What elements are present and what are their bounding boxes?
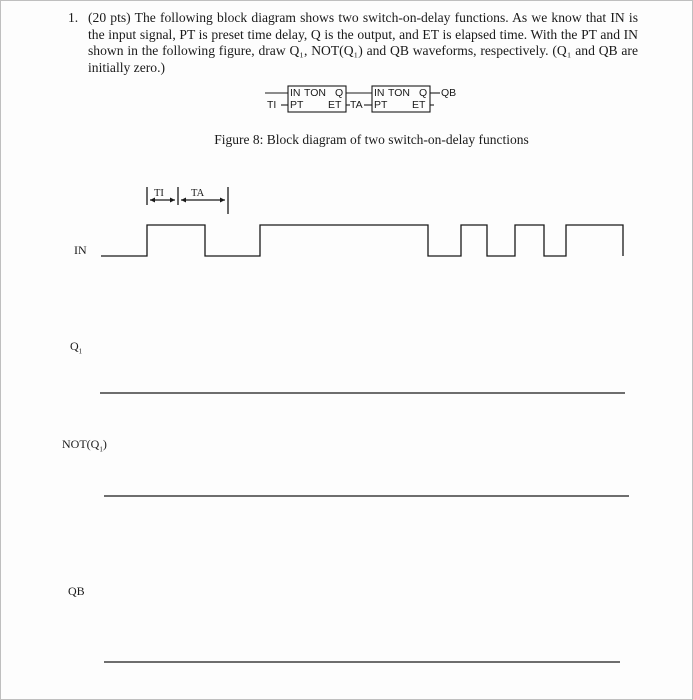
figure-caption: Figure 8: Block diagram of two switch-on-delay functions xyxy=(214,132,529,147)
timer1-in-label: IN xyxy=(290,87,301,99)
timer1-pt-label: PT xyxy=(290,99,304,111)
problem-text: (20 pts) The following block diagram shows two switch-on-delay functions. As we know that IN is the input signal, PT is preset time delay, Q is the output, and ET is elapsed time. With the PT and IN shown in the following figure, draw Q₁, NOT(Q₁) and QB waveforms, respectively. (Q₁ and QB are initially zero.) xyxy=(88,10,638,75)
ti-timing-label: TI xyxy=(154,188,164,199)
ti-arrow-right xyxy=(170,198,175,203)
timer2-in-label: IN xyxy=(374,87,385,99)
q1-label-sub: 1 xyxy=(78,347,83,356)
q1-label-text: Q xyxy=(70,339,79,353)
in-signal-label: IN xyxy=(74,243,87,257)
timer2-pt-label: PT xyxy=(374,99,388,111)
timer2-output-label: QB xyxy=(441,87,457,99)
notq1-label-text: NOT(Q xyxy=(62,437,100,451)
notq1-label-close: ) xyxy=(102,437,107,451)
in-waveform xyxy=(101,225,623,256)
ta-arrow-right xyxy=(220,198,225,203)
notq1-label-sub: 1 xyxy=(99,445,103,454)
timer2-q-label: Q xyxy=(419,87,428,99)
timer1-et-label: ET xyxy=(328,99,342,111)
ta-timing-label: TA xyxy=(191,188,205,199)
problem-number: 1. xyxy=(68,10,79,25)
timer1-preset-label: TI xyxy=(267,99,277,111)
qb-signal-label: QB xyxy=(68,584,85,598)
timer1-q-label: Q xyxy=(335,87,344,99)
timer1-type-label: TON xyxy=(304,87,326,99)
timer2-type-label: TON xyxy=(388,87,410,99)
timer2-et-label: ET xyxy=(412,99,426,111)
ta-arrow-left xyxy=(181,198,186,203)
timer2-preset-label: TA xyxy=(350,99,363,111)
